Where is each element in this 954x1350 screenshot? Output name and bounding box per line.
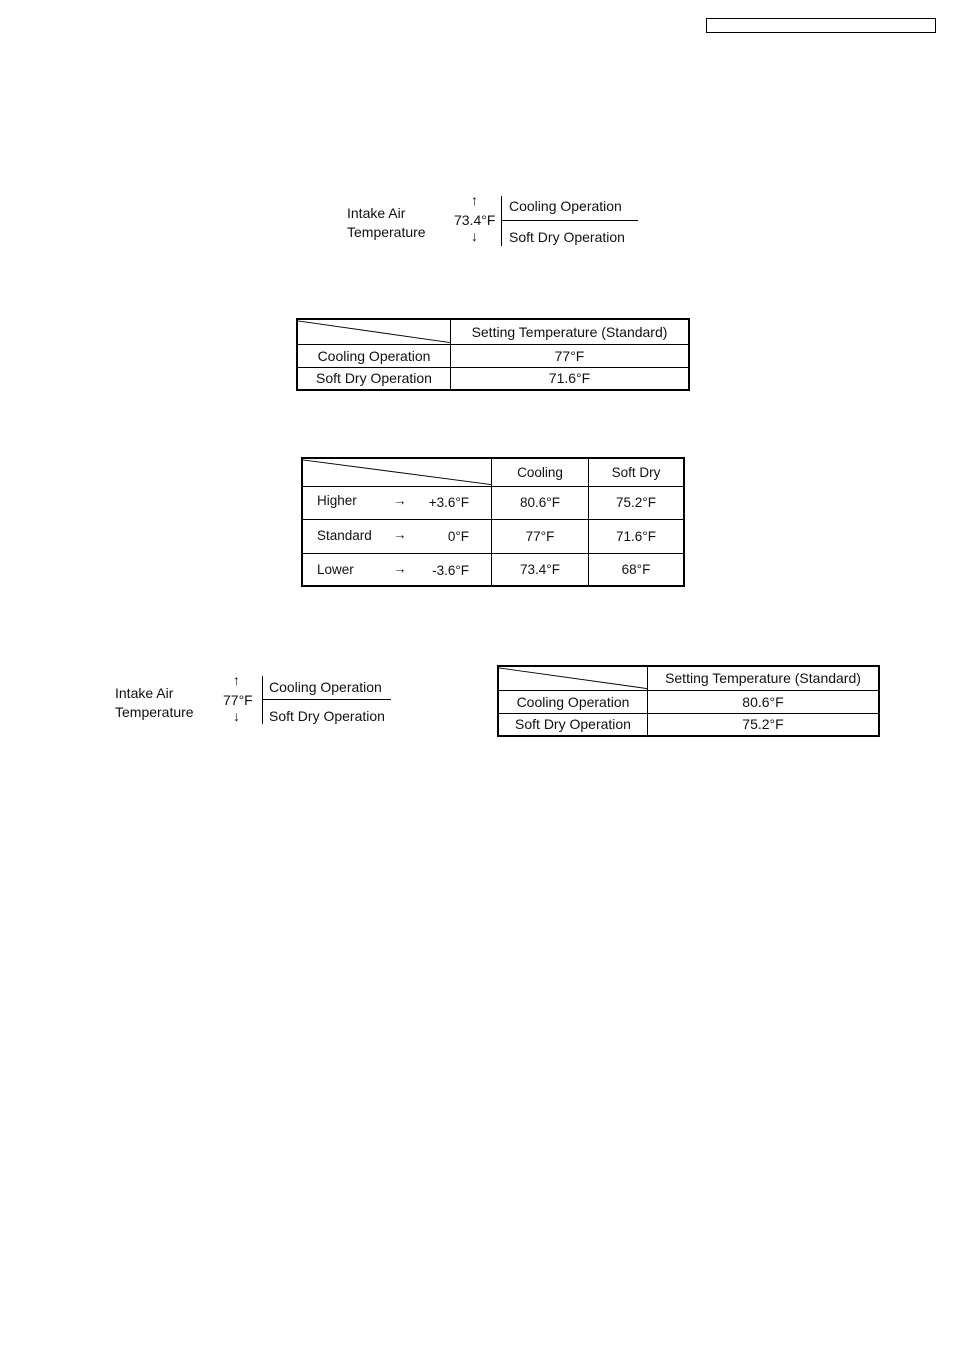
down-arrow-icon: ↓	[471, 228, 478, 244]
intake-air-diagram-2	[114, 674, 404, 732]
row-label: Soft Dry Operation	[297, 367, 451, 390]
up-arrow-icon: ↑	[471, 192, 478, 208]
row-value: 75.2°F	[648, 713, 880, 736]
level-cell	[302, 553, 492, 586]
divider-horizontal	[263, 699, 391, 700]
column-header-soft-dry: Soft Dry	[589, 458, 685, 486]
level-delta: -3.6°F	[432, 562, 469, 578]
right-arrow-icon: →	[393, 526, 407, 542]
row-label: Soft Dry Operation	[498, 713, 648, 736]
divider-horizontal	[502, 220, 638, 221]
column-header: Setting Temperature (Standard)	[451, 319, 690, 344]
corner-cell	[297, 319, 451, 344]
intake-air-label-line1: Intake Air	[115, 685, 174, 701]
upper-option: Cooling Operation	[269, 679, 382, 695]
setting-temperature-table-2	[497, 665, 880, 737]
cooling-value: 73.4°F	[492, 553, 589, 586]
row-value: 80.6°F	[648, 690, 880, 713]
intake-air-label	[347, 204, 426, 242]
intake-air-label-line2: Temperature	[347, 224, 426, 240]
cooling-value: 77°F	[492, 519, 589, 553]
intake-air-diagram-1	[346, 194, 646, 254]
right-arrow-icon: →	[393, 492, 407, 508]
cooling-value: 80.6°F	[492, 486, 589, 519]
divider-vertical	[501, 196, 502, 246]
row-value: 77°F	[451, 344, 690, 367]
up-arrow-icon: ↑	[233, 672, 240, 688]
intake-air-label	[115, 684, 194, 722]
divider-vertical	[262, 676, 263, 724]
soft-dry-value: 68°F	[589, 553, 685, 586]
threshold-temperature: 73.4°F	[454, 212, 496, 228]
threshold-temperature: 77°F	[223, 692, 253, 708]
column-header-cooling: Cooling	[492, 458, 589, 486]
upper-option: Cooling Operation	[509, 198, 622, 214]
soft-dry-value: 71.6°F	[589, 519, 685, 553]
level-cell	[302, 486, 492, 519]
setting-temperature-table-1	[296, 318, 690, 391]
corner-cell	[302, 458, 492, 486]
row-label: Cooling Operation	[297, 344, 451, 367]
down-arrow-icon: ↓	[233, 708, 240, 724]
intake-air-label-line2: Temperature	[115, 704, 194, 720]
row-label: Cooling Operation	[498, 690, 648, 713]
intake-air-label-line1: Intake Air	[347, 205, 406, 221]
level-delta: +3.6°F	[428, 494, 469, 510]
level-cell	[302, 519, 492, 553]
right-arrow-icon: →	[393, 560, 407, 576]
level-name: Standard	[317, 527, 372, 543]
level-name: Higher	[317, 492, 357, 508]
corner-cell	[498, 666, 648, 690]
lower-option: Soft Dry Operation	[269, 708, 385, 724]
header-box	[706, 18, 936, 33]
column-header: Setting Temperature (Standard)	[648, 666, 880, 690]
level-name: Lower	[317, 561, 354, 577]
row-value: 71.6°F	[451, 367, 690, 390]
level-delta: 0°F	[447, 528, 469, 544]
soft-dry-value: 75.2°F	[589, 486, 685, 519]
temperature-adjustment-table	[301, 457, 685, 587]
lower-option: Soft Dry Operation	[509, 229, 625, 245]
